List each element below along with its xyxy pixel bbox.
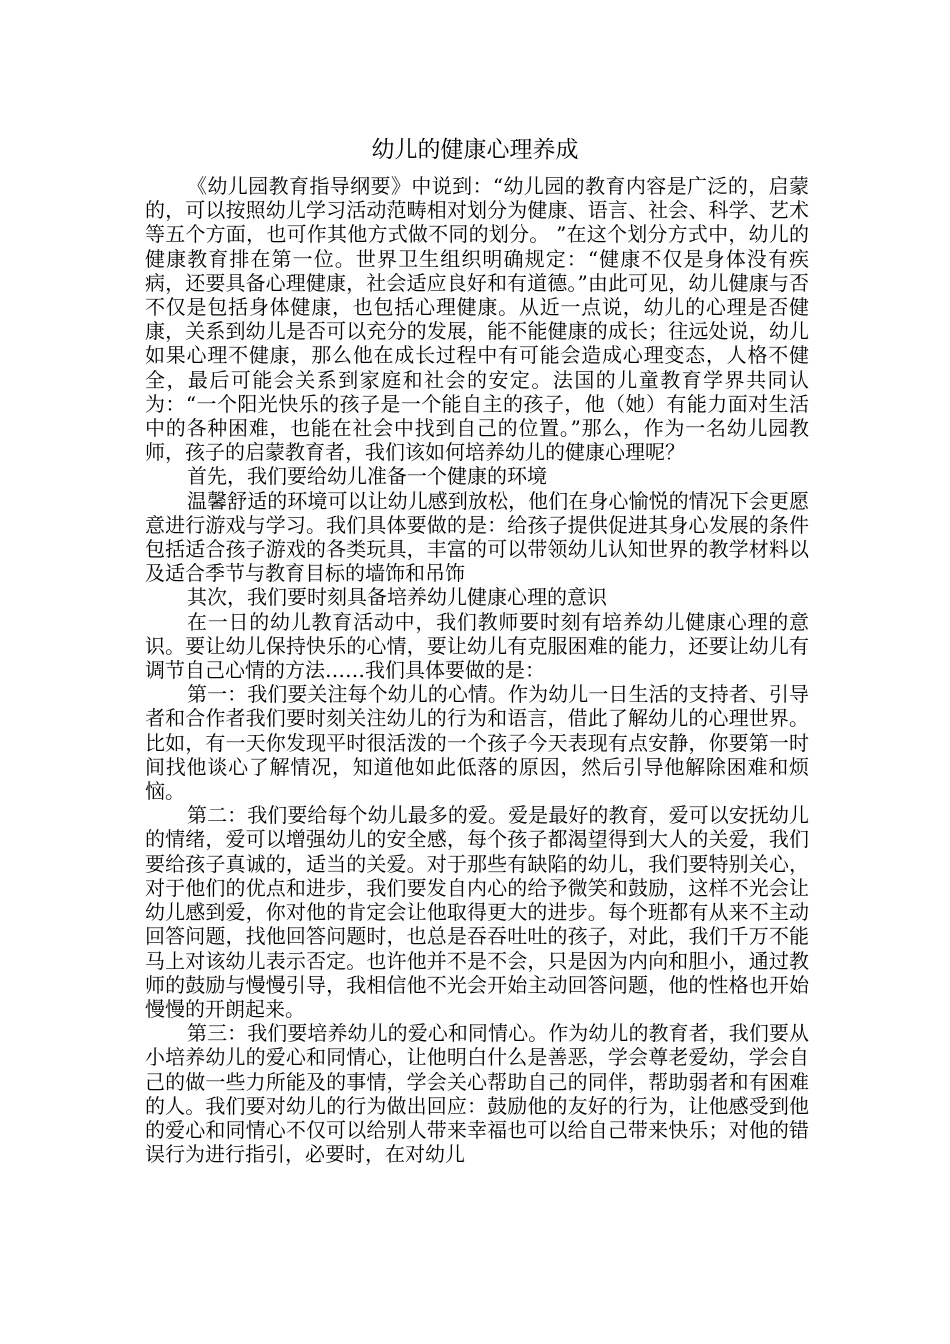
paragraph-point-two: 第二：我们要给每个幼儿最多的爱。爱是最好的教育，爱可以安抚幼儿的情绪，爱可以增强幼儿的安全感，每个孩子都渴望得到大人的关爱，我们要给孩子真诚的，适当的关爱。对于那些有缺陷的幼儿，我们要特别关心，对于他们的优点和进步，我们要发自内心的给予微笑和鼓励，这样不光会让幼儿感到爱，你对他的肯定会让他取得更大的进步。每个班都有从来不主动回答问题，找他回答问题时，也总是吞吞吐吐的孩子，对此，我们千万不能马上对该幼儿表示否定。也许他并不是不会，只是因为内向和胆小，通过教师的鼓励与慢慢引导，我相信他不光会开始主动回答问题，他的性格也开始慢慢的开朗起来。 — [145, 803, 809, 1021]
paragraph-awareness: 在一日的幼儿教育活动中，我们教师要时刻有培养幼儿健康心理的意识。要让幼儿保持快乐的心情，要让幼儿有克服困难的能力，还要让幼儿有调节自己心情的方法……我们具体要做的是： — [145, 609, 809, 683]
heading-awareness: 其次，我们要时刻具备培养幼儿健康心理的意识 — [187, 585, 607, 610]
document-title: 幼儿的健康心理养成 — [371, 137, 579, 163]
paragraph-point-three: 第三：我们要培养幼儿的爱心和同情心。作为幼儿的教育者，我们要从小培养幼儿的爱心和同情心，让他明白什么是善恶，学会尊老爱幼，学会自己的做一些力所能及的事情，学会关心帮助自己的同伴，帮助弱者和有困难的人。我们要对幼儿的行为做出回应：鼓励他的友好的行为，让他感受到他的爱心和同情心不仅可以给别人带来幸福也可以给自己带来快乐；对他的错误行为进行指引，必要时，在对幼儿 — [145, 1021, 809, 1167]
paragraph-environment: 温馨舒适的环境可以让幼儿感到放松，他们在身心愉悦的情况下会更愿意进行游戏与学习。我们具体要做的是：给孩子提供促进其身心发展的条件包括适合孩子游戏的各类玩具，丰富的可以带领幼儿认知世界的教学材料以及适合季节与教育目标的墙饰和吊饰 — [145, 488, 809, 586]
paragraph-intro: 《幼儿园教育指导纲要》中说到：“幼儿园的教育内容是广泛的，启蒙的，可以按照幼儿学习活动范畴相对划分为健康、语言、社会、科学、艺术等五个方面，也可作其他方式做不同的划分。 ”在这个划分方式中，幼儿的健康教育排在第一位。世界卫生组织明确规定：“健康不仅是身体没有疾病，还要具备心理健康，社会适应良好和有道德。”由此可见，幼儿健康与否不仅是包括身体健康，也包括心理健康。从近一点说，幼儿的心理是否健康，关系到幼儿是否可以充分的发展，能不能健康的成长；往远处说，幼儿如果心理不健康，那么他在成长过程中有可能会造成心理变态，人格不健全，最后可能会关系到家庭和社会的安定。法国的儿童教育学界共同认为：“一个阳光快乐的孩子是一个能自主的孩子，他（她）有能力面对生活中的各种困难，也能在社会中找到自己的位置。”那么，作为一名幼儿园教师，孩子的启蒙教育者，我们该如何培养幼儿的健康心理呢？ — [145, 174, 809, 465]
paragraph-point-one: 第一：我们要关注每个幼儿的心情。作为幼儿一日生活的支持者、引导者和合作者我们要时刻关注幼儿的行为和语言，借此了解幼儿的心理世界。比如，有一天你发现平时很活泼的一个孩子今天表现有点安静，你要第一时间找他谈心了解情况，知道他如此低落的原因，然后引导他解除困难和烦恼。 — [145, 682, 809, 804]
heading-environment: 首先，我们要给幼儿准备一个健康的环境 — [187, 464, 547, 489]
document-body — [145, 174, 809, 1166]
